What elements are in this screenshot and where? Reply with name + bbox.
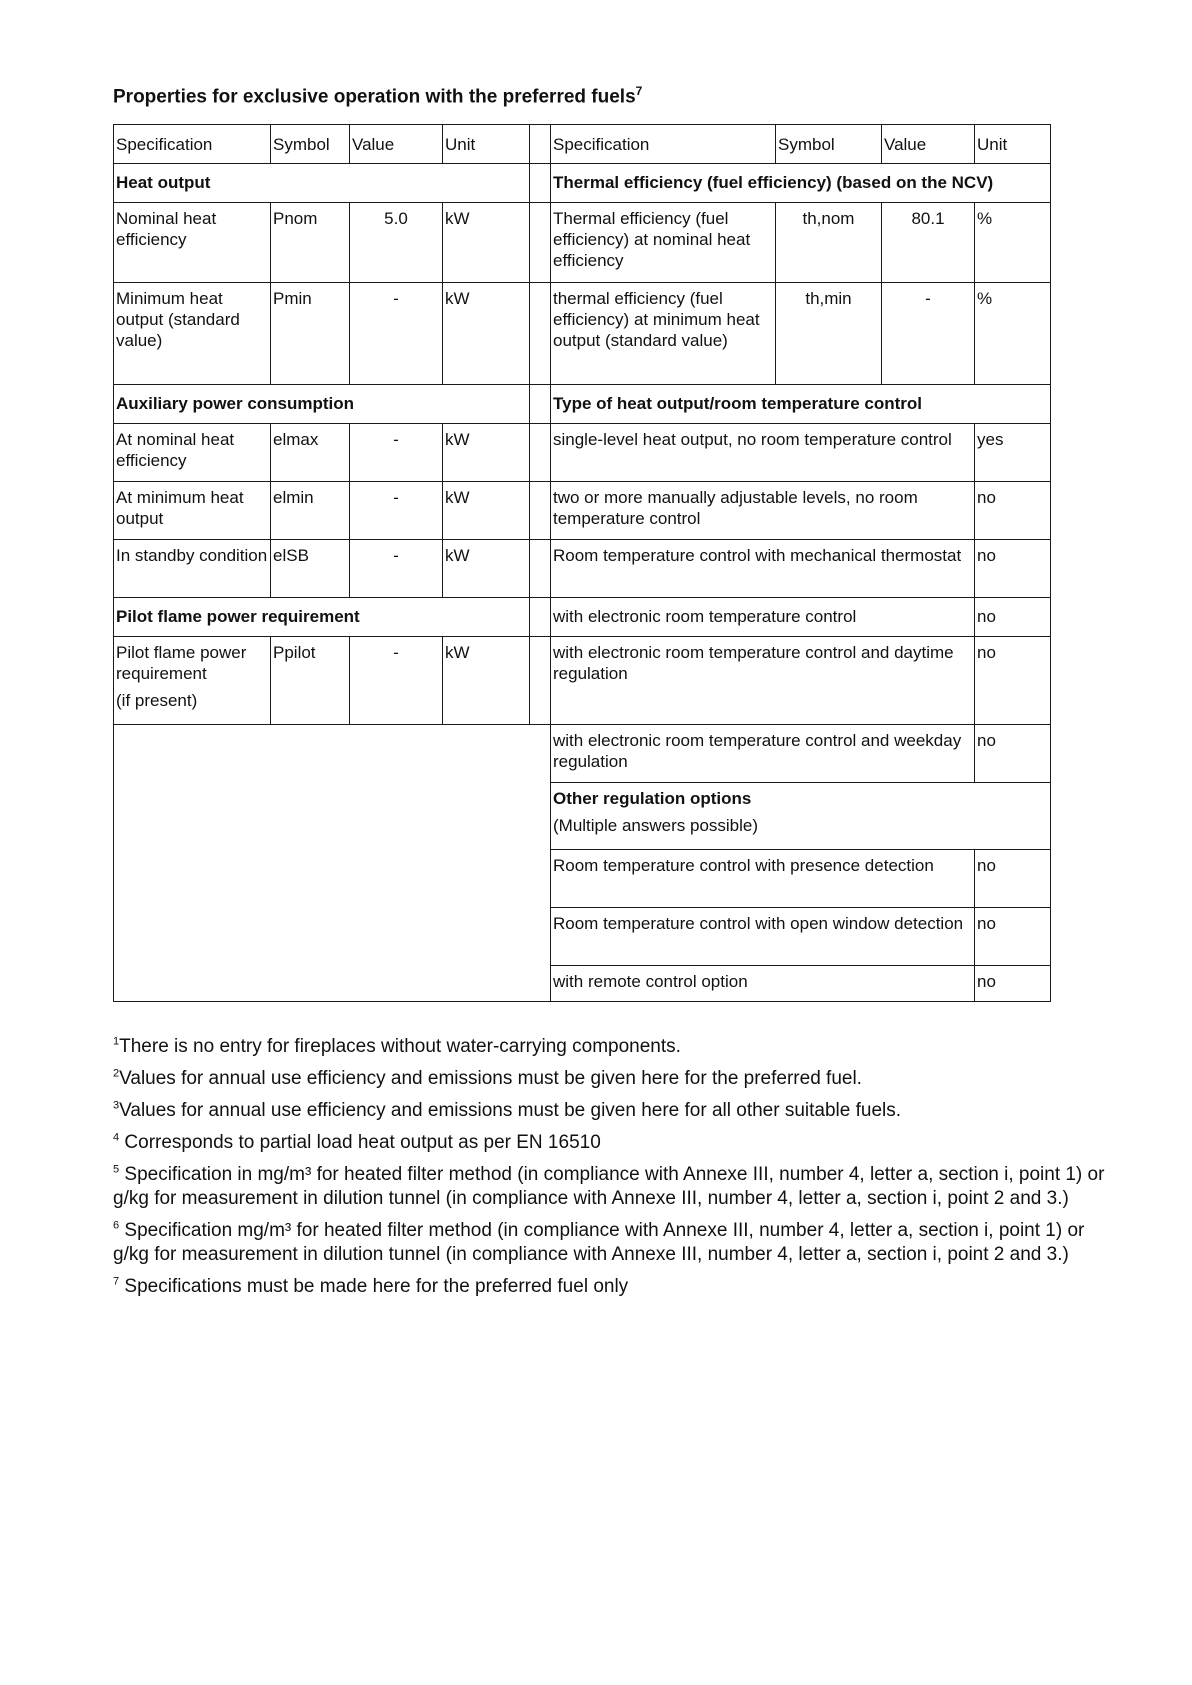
- section-row: [114, 164, 1051, 203]
- table-row: [114, 424, 1051, 482]
- spec-cell: [114, 637, 271, 725]
- footnote: [113, 1099, 1108, 1123]
- column-header: Symbol: [271, 125, 350, 164]
- section-thermal-efficiency: Thermal efficiency (fuel efficiency) (based on the NCV): [551, 164, 1051, 203]
- page-title: Properties for exclusive operation with the preferred fuels$^7$: [113, 84, 643, 108]
- control-value: yes: [975, 424, 1051, 482]
- section-row: [114, 385, 1051, 424]
- properties-table: [113, 124, 1051, 1002]
- value-cell: -: [350, 283, 443, 385]
- unit-cell: kW: [443, 540, 530, 598]
- footnote: [113, 1219, 1108, 1267]
- value-cell: 80.1: [882, 203, 975, 283]
- title-footnote-ref: 7: [635, 84, 643, 98]
- control-option: Room temperature control with open window detection: [551, 908, 975, 966]
- column-separator: [530, 637, 551, 725]
- value-cell: 5.0: [350, 203, 443, 283]
- footnote-text: Values for annual use efficiency and emissions must be given here for all other suitable fuels.: [119, 1100, 902, 1121]
- value-cell: -: [882, 283, 975, 385]
- table-row: [114, 203, 1051, 283]
- table-row: [114, 482, 1051, 540]
- control-value: no: [975, 908, 1051, 966]
- unit-cell: %: [975, 203, 1051, 283]
- table-header-row: [114, 125, 1051, 164]
- control-option: single-level heat output, no room temperature control: [551, 424, 975, 482]
- control-option: Room temperature control with mechanical thermostat: [551, 540, 975, 598]
- pilot-spec-text: Pilot flame power requirement: [116, 643, 247, 683]
- symbol-cell: Ppilot: [271, 637, 350, 725]
- footnote-text: Values for annual use efficiency and emissions must be given here for the preferred fuel.: [119, 1068, 862, 1089]
- footnote-number: 1: [113, 1035, 120, 1048]
- section-aux-power: Auxiliary power consumption: [114, 385, 530, 424]
- table-row: [114, 725, 1051, 783]
- control-option: with remote control option: [551, 966, 975, 1002]
- footnote: [113, 1163, 1108, 1211]
- footnote-text: Specification mg/m³ for heated filter method (in compliance with Annexe III, number 4, letter a, section i, point 1) or g/kg for measurement in dilution tunnel (in compliance with Annexe III, number 4, letter a, section i, point 2 and 3.): [113, 1220, 1085, 1265]
- section-row: [114, 598, 1051, 637]
- footnote-text: Corresponds to partial load heat output as per EN 16510: [124, 1132, 601, 1153]
- column-header: Symbol: [776, 125, 882, 164]
- column-header: Specification: [114, 125, 271, 164]
- unit-cell: kW: [443, 637, 530, 725]
- control-option: with electronic room temperature control and weekday regulation: [551, 725, 975, 783]
- unit-cell: %: [975, 283, 1051, 385]
- spec-cell: At nominal heat efficiency: [114, 424, 271, 482]
- control-value: no: [975, 850, 1051, 908]
- spec-cell: At minimum heat output: [114, 482, 271, 540]
- unit-cell: kW: [443, 203, 530, 283]
- column-separator: [530, 164, 551, 203]
- spec-cell: In standby condition: [114, 540, 271, 598]
- control-option: Room temperature control with presence detection: [551, 850, 975, 908]
- column-separator: [530, 424, 551, 482]
- footnote-number: 6: [113, 1219, 120, 1232]
- column-separator: [530, 540, 551, 598]
- column-separator: [530, 203, 551, 283]
- value-cell: -: [350, 637, 443, 725]
- section-heat-output: Heat output: [114, 164, 530, 203]
- spec-cell: Thermal efficiency (fuel efficiency) at nominal heat efficiency: [551, 203, 776, 283]
- footnote-number: 3: [113, 1099, 120, 1112]
- column-separator: [530, 385, 551, 424]
- footnote-number: 5: [113, 1163, 120, 1176]
- column-header: Specification: [551, 125, 776, 164]
- value-cell: -: [350, 482, 443, 540]
- symbol-cell: th,min: [776, 283, 882, 385]
- control-option: with electronic room temperature control and daytime regulation: [551, 637, 975, 725]
- control-value: no: [975, 725, 1051, 783]
- control-value: no: [975, 637, 1051, 725]
- footnote: [113, 1035, 1108, 1059]
- other-regulation-title: Other regulation options: [553, 789, 752, 808]
- column-separator: [530, 283, 551, 385]
- symbol-cell: Pmin: [271, 283, 350, 385]
- symbol-cell: elmax: [271, 424, 350, 482]
- footnote-text: Specification in mg/m³ for heated filter method (in compliance with Annexe III, number 4, letter a, section i, point 1) or g/kg for measurement in dilution tunnel (in compliance with Annexe III, number 4, letter a, section i, point 2 and 3.): [113, 1164, 1105, 1209]
- column-header: Value: [882, 125, 975, 164]
- control-value: no: [975, 598, 1051, 637]
- footnote: [113, 1275, 1108, 1299]
- symbol-cell: th,nom: [776, 203, 882, 283]
- table-row: [114, 283, 1051, 385]
- column-header: Value: [350, 125, 443, 164]
- spec-cell: Nominal heat efficiency: [114, 203, 271, 283]
- footnote-number: 7: [113, 1275, 120, 1288]
- unit-cell: kW: [443, 424, 530, 482]
- section-heat-control: Type of heat output/room temperature control: [551, 385, 1051, 424]
- control-value: no: [975, 482, 1051, 540]
- spec-cell: Minimum heat output (standard value): [114, 283, 271, 385]
- pilot-spec-note: (if present): [116, 691, 198, 710]
- blank-area: [114, 725, 551, 1002]
- other-regulation-note: (Multiple answers possible): [553, 816, 759, 835]
- table-row: [114, 637, 1051, 725]
- unit-cell: kW: [443, 283, 530, 385]
- control-option: with electronic room temperature control: [551, 598, 975, 637]
- unit-cell: kW: [443, 482, 530, 540]
- column-header: Unit: [975, 125, 1051, 164]
- value-cell: -: [350, 424, 443, 482]
- control-value: no: [975, 966, 1051, 1002]
- footnote-number: 4: [113, 1131, 120, 1144]
- column-separator: [530, 598, 551, 637]
- symbol-cell: Pnom: [271, 203, 350, 283]
- spec-cell: thermal efficiency (fuel efficiency) at minimum heat output (standard value): [551, 283, 776, 385]
- section-pilot-flame: Pilot flame power requirement: [114, 598, 530, 637]
- footnote: [113, 1067, 1108, 1091]
- footnote-text: Specifications must be made here for the preferred fuel only: [124, 1276, 629, 1297]
- footnote: [113, 1131, 1108, 1155]
- column-separator: [530, 125, 551, 164]
- section-other-regulation: [551, 783, 1051, 850]
- symbol-cell: elSB: [271, 540, 350, 598]
- footnotes: [113, 1035, 1108, 1307]
- column-separator: [530, 482, 551, 540]
- control-option: two or more manually adjustable levels, no room temperature control: [551, 482, 975, 540]
- table-row: [114, 540, 1051, 598]
- control-value: no: [975, 540, 1051, 598]
- column-header: Unit: [443, 125, 530, 164]
- symbol-cell: elmin: [271, 482, 350, 540]
- footnote-text: There is no entry for fireplaces without water-carrying components.: [119, 1036, 681, 1057]
- value-cell: -: [350, 540, 443, 598]
- footnote-number: 2: [113, 1067, 120, 1080]
